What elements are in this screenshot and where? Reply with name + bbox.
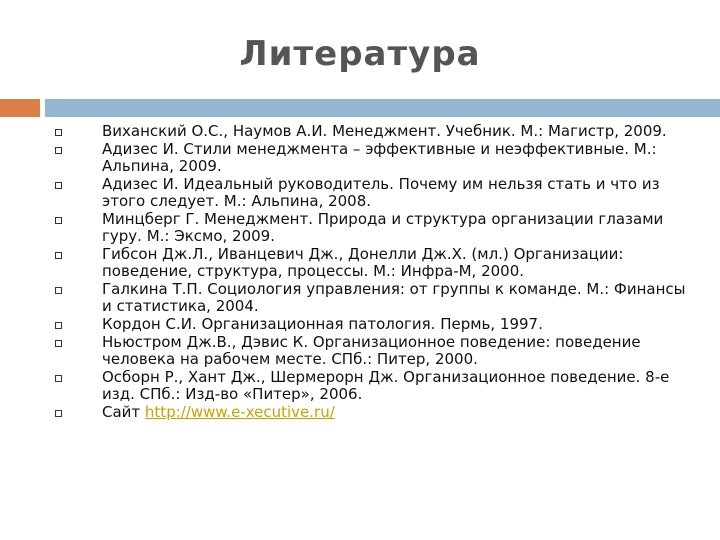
- list-item-text: Адизес И. Идеальный руководитель. Почему им нельзя стать и что из этого следует. М.: Альпина, 2008.: [102, 175, 660, 210]
- bibliography-list: [52, 123, 692, 422]
- list-item-text: Адизес И. Стили менеджмента – эффективные и неэффективные. М.: Альпина, 2009.: [102, 140, 657, 175]
- square-bullet-icon: [55, 322, 62, 329]
- list-item: [52, 404, 692, 421]
- list-item: [52, 369, 692, 403]
- website-link[interactable]: http://www.e-xecutive.ru/: [144, 403, 335, 421]
- list-item: [52, 211, 692, 245]
- accent-bar-blue: [45, 99, 720, 117]
- list-item: [52, 246, 692, 280]
- list-item: [52, 316, 692, 333]
- list-item-text: Минцберг Г. Менеджмент. Природа и структура организации глазами гуру. М.: Эксмо, 2009.: [102, 210, 664, 245]
- list-item: [52, 176, 692, 210]
- list-item-text: Осборн Р., Хант Дж., Шермерорн Дж. Организационное поведение. 8-е изд. СПб.: Изд-во «Питер», 2006.: [102, 368, 670, 403]
- list-item-text: Галкина Т.П. Социология управления: от группы к команде. М.: Финансы и статистика, 2004.: [102, 280, 686, 315]
- list-item-text: Гибсон Дж.Л., Иванцевич Дж., Донелли Дж.Х. (мл.) Организации: поведение, структура, процессы. М.: Инфра-М, 2000.: [102, 245, 624, 280]
- list-item: [52, 281, 692, 315]
- slide-title: Литература: [239, 34, 481, 74]
- square-bullet-icon: [55, 129, 62, 136]
- square-bullet-icon: [55, 217, 62, 224]
- square-bullet-icon: [55, 287, 62, 294]
- square-bullet-icon: [55, 410, 62, 417]
- square-bullet-icon: [55, 182, 62, 189]
- square-bullet-icon: [55, 340, 62, 347]
- list-item: [52, 141, 692, 175]
- list-item-text: Ньюстром Дж.В., Дэвис К. Организационное поведение: поведение человека на рабочем месте. СПб.: Питер, 2000.: [102, 333, 641, 368]
- accent-bar-orange: [0, 99, 40, 117]
- list-item: [52, 334, 692, 368]
- list-item-text: Кордон С.И. Организационная патология. Пермь, 1997.: [102, 315, 543, 333]
- list-item: [52, 123, 692, 140]
- list-item-text: Сайт: [102, 403, 145, 421]
- list-item-text: Виханский О.С., Наумов А.И. Менеджмент. Учебник. М.: Магистр, 2009.: [102, 122, 667, 140]
- square-bullet-icon: [55, 252, 62, 259]
- square-bullet-icon: [55, 375, 62, 382]
- square-bullet-icon: [55, 147, 62, 154]
